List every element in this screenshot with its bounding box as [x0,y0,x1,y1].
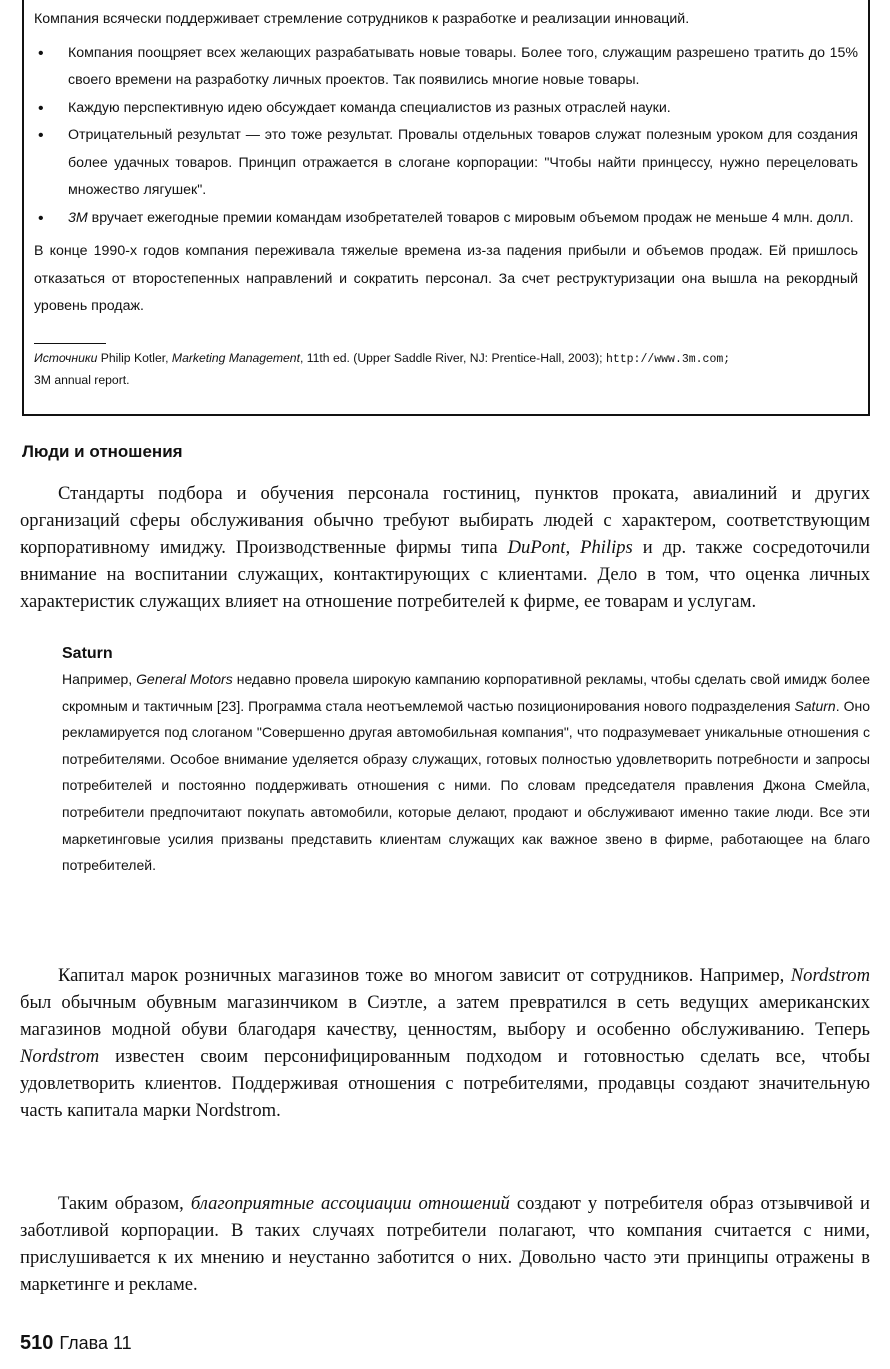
bullet-icon: • [38,44,44,62]
source-url: http://www.3m.com; [605,352,731,366]
page-footer [20,1332,132,1355]
body-paragraph-1: Стандарты подбора и обучения персонала гостиниц, пунктов проката, авиалиний и других организаций сферы обслуживания обычно требуют выбирать людей с характером, соответствующим корпоративному имиджу. Производственные фирмы типа DuPont, Philips и др. также сосредоточили внимание на воспитании служащих, контактирующих с клиентами. Дело в том, что оценка личных характеристик служащих влияет на отношение потребителей к фирме, ее товарам и услугам. [20,483,870,612]
box-bullet-item: • 3M вручает ежегодные премии командам изобретателей товаров с мировым объемом продаж не меньше 4 млн. долл. [34,205,858,233]
company-name: Nordstrom [790,965,870,986]
source-label: Источники [34,350,98,365]
box-intro: Компания всячески поддерживает стремление сотрудников к разработке и реализации инноваций. [34,11,690,27]
bullet-icon: • [38,209,44,227]
emphasis-term: благоприятные ассоциации отношений [190,1193,510,1214]
company-name: Nordstrom [20,1046,100,1067]
sidebar-box [22,0,870,416]
saturn-inset [62,644,870,879]
body-paragraph-2: Капитал марок розничных магазинов тоже во многом зависит от сотрудников. Например, Nordstrom был обычным обувным магазинчиком в Сиэтле, а затем превратился в сеть ведущих американских магазинов модной обуви благодаря качеству, ценностям, выбору и особенно обслуживанию. Теперь Nordstrom известен своим персонифицированным подходом и готовностью сделать все, чтобы удовлетворить клиентов. Поддерживая отношения с потребителями, продавцы создают значительную часть капитала марки Nordstrom. [20,965,870,1121]
box-closing: В конце 1990-х годов компания переживала тяжелые времена из-за падения прибыли и объемов продаж. Ей пришлось отказаться от второстепенных направлений и сократить персонал. За счет реструктуризации она вышла на рекордный уровень продаж. [34,243,858,314]
bullet-icon: • [38,127,44,144]
page-number: 510 [20,1332,54,1354]
box-bullet-item: • Компания поощряет всех желающих разрабатывать новые товары. Более того, служащим разрешено тратить до 15% своего времени на разработку личных проектов. Так появились многие новые товары. [34,40,858,95]
bullet-icon: • [38,99,44,117]
inset-text: Например, General Motors недавно провела широкую кампанию корпоративной рекламы, чтобы сделать свой имидж более скромным и тактичным [23]. Программа стала неотъемлемой частью позиционирования нового подразделения Saturn. Оно рекламируется под слоганом "Совершенно другая автомобильная компания", что подразумевает уникальные отношения с потребителями. Особое внимание уделяется образу служащих, готовых полностью удовлетворить потребности и запросы потребителей и постоянно поддерживать отношения с ними. По словам председателя правления Джона Смейла, потребители предпочитают покупать автомобили, которые делают, продают и обслуживают именно такие люди. Все эти маркетинговые усилия призваны представить клиентам служащих как важное звено в фирме, работающее на благо потребителей. [62,671,871,874]
section-heading: Люди и отношения [22,442,183,461]
book-title: Marketing Management [171,350,300,365]
chapter-label: Глава 11 [59,1333,132,1353]
company-name: General Motors [136,671,233,687]
box-bullet-list [34,40,858,233]
inset-title: Saturn [62,645,113,662]
source-divider [34,343,106,344]
company-name: DuPont [507,537,566,558]
body-paragraph-3: Таким образом, благоприятные ассоциации отношений создают у потребителя образ отзывчивой и заботливой корпорации. В таких случаях потребители полагают, что компания считается с ними, прислушивается к их мнению и неустанно заботится о них. Довольно часто эти принципы отражены в маркетинге и рекламе. [20,1193,870,1295]
company-name: Philips [580,537,633,558]
company-name: 3M [68,209,88,226]
box-bullet-item: • Отрицательный результат — это тоже результат. Провалы отдельных товаров служат полезным уроком для создания более удачных товаров. Принцип отражается в слогане корпорации: "Чтобы найти принцессу, нужно перецеловать множество лягушек". [34,122,858,205]
box-bullet-item: • Каждую перспективную идею обсуждает команда специалистов из разных отраслей науки. [34,95,858,123]
box-source: Источники Philip Kotler, Marketing Management, 11th ed. (Upper Saddle River, NJ: Prentice-Hall, 2003); http://www.3m.com; 3M annual report. [34,350,731,387]
company-name: Saturn [794,697,836,714]
